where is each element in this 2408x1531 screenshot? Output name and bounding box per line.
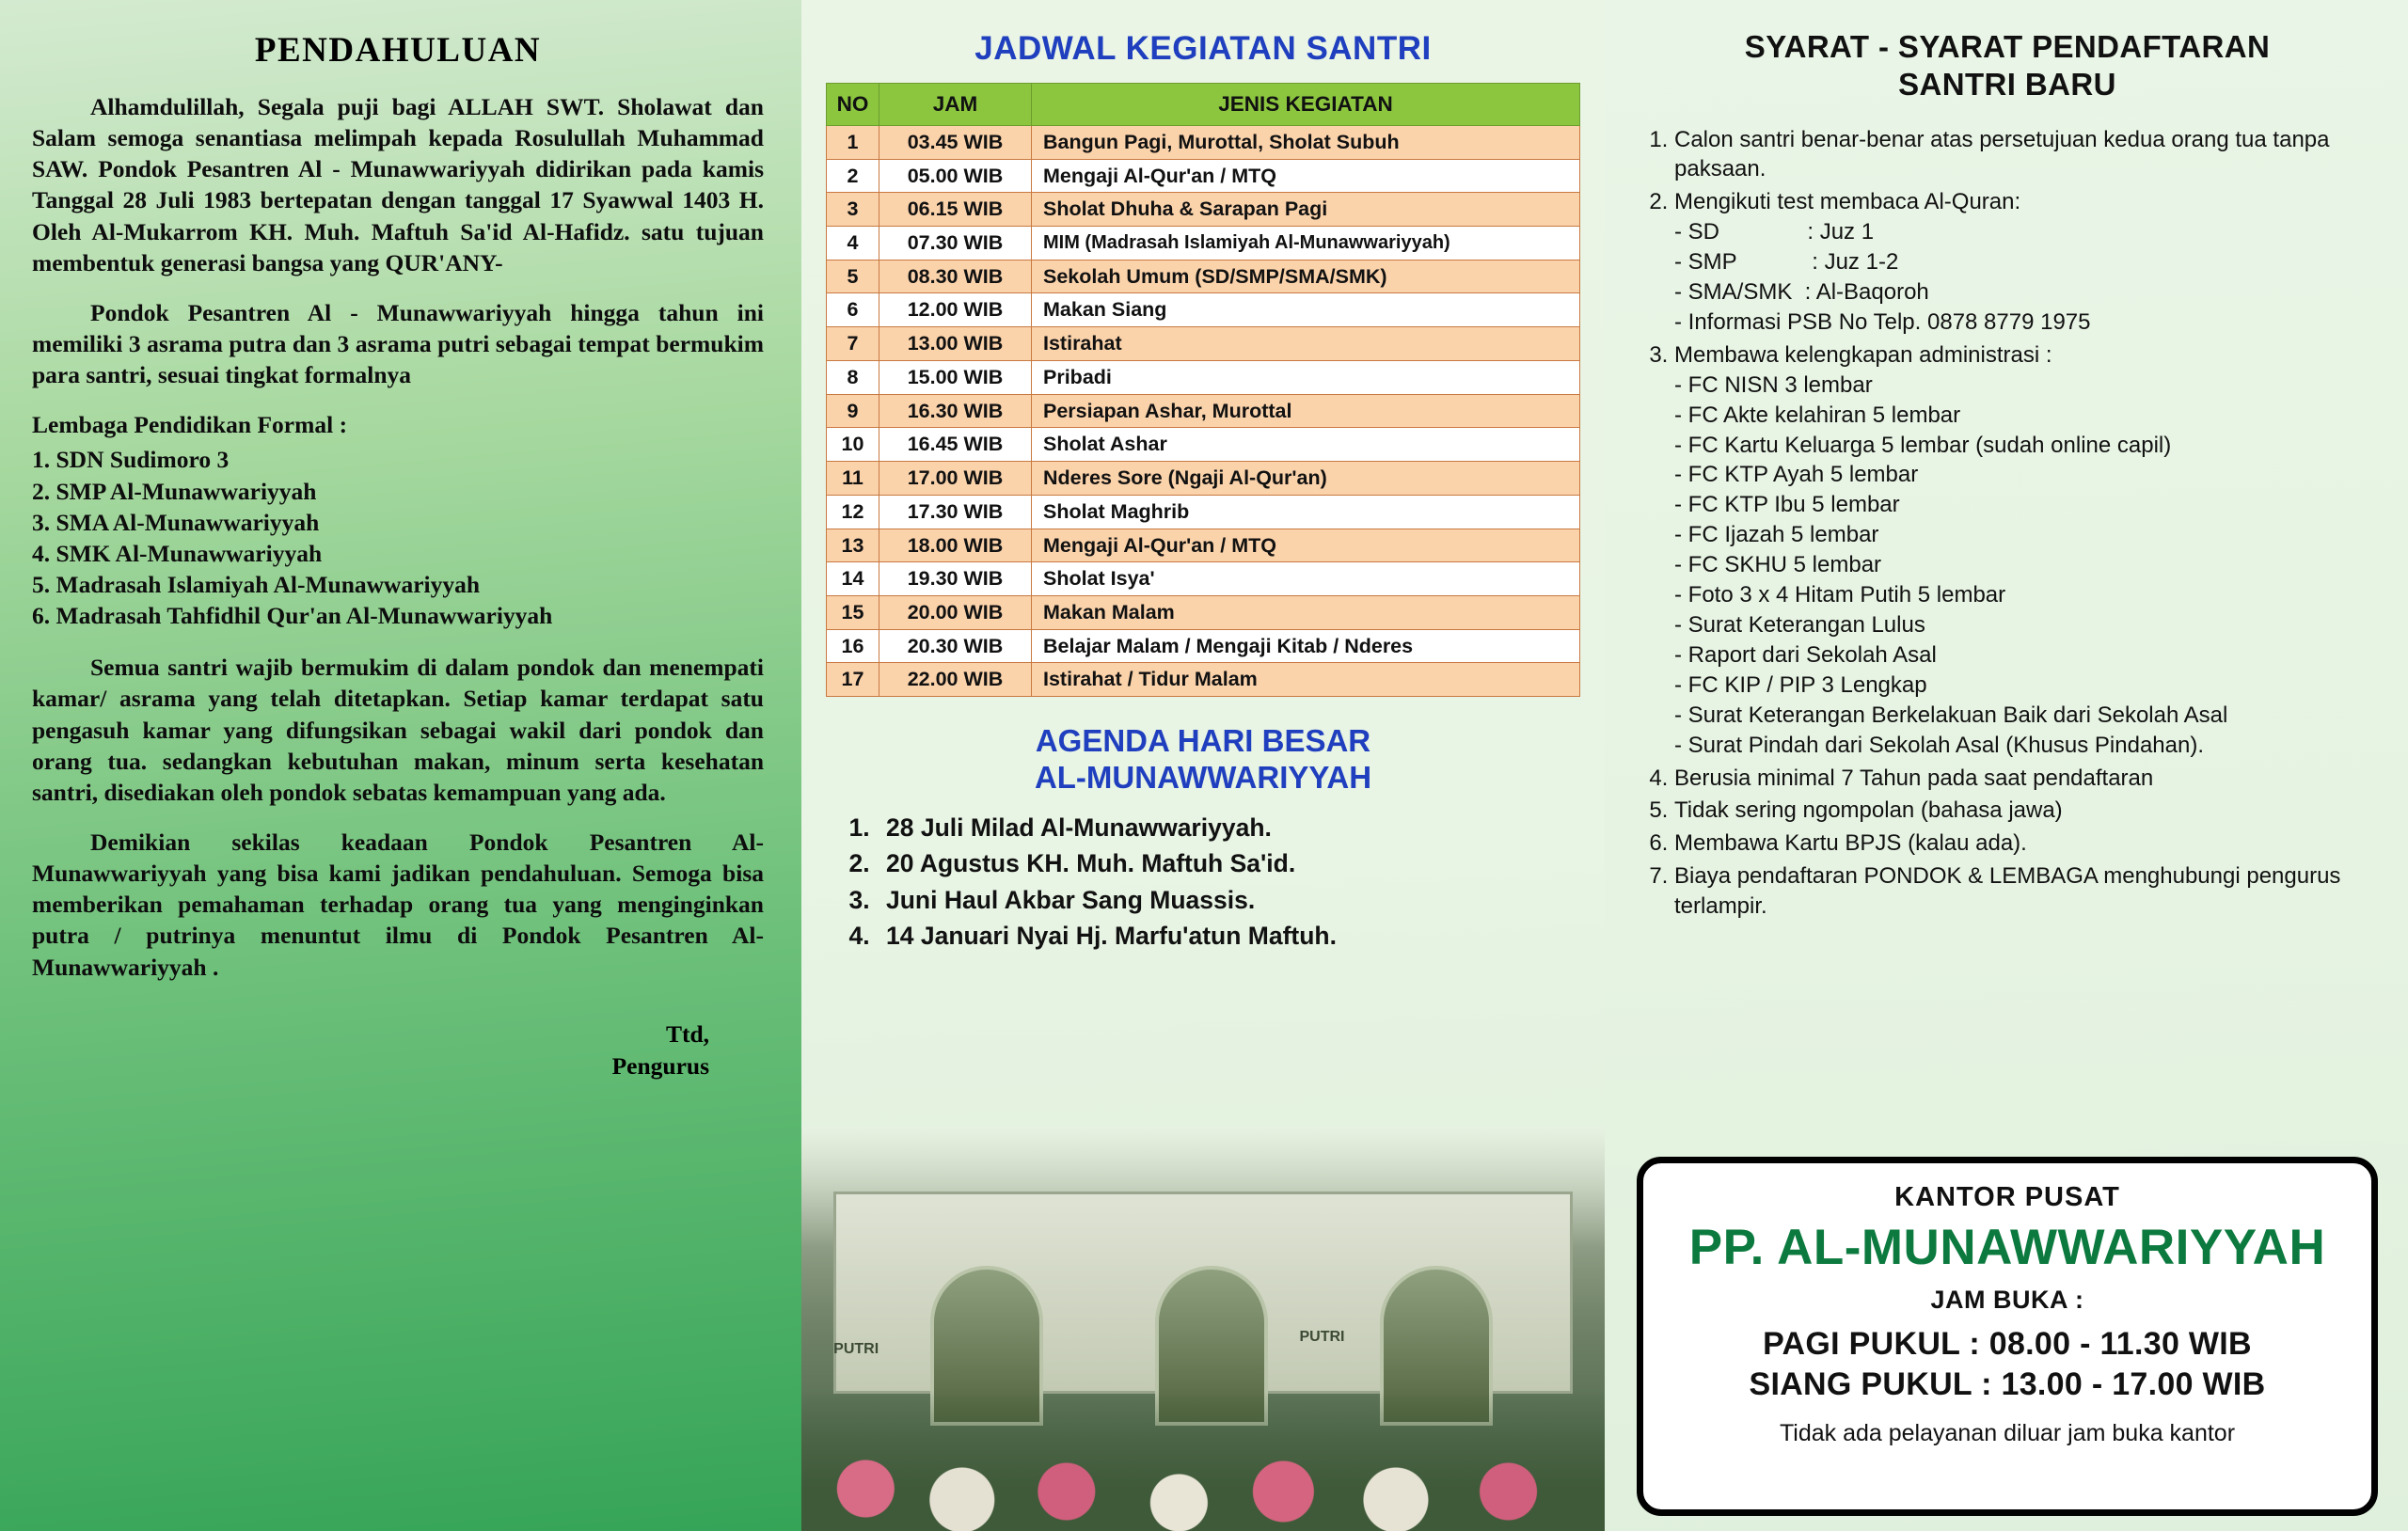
requirements-title	[1637, 28, 2378, 104]
list-item: 2. 20 Agustus KH. Muh. Maftuh Sa'id.	[877, 845, 1580, 881]
cell-no: 3	[827, 193, 879, 227]
intro-paragraph-4: Demikian sekilas keadaan Pondok Pesantren Al- Munawwariyyah yang bisa kami jadikan pendahuluan. Semoga bisa memberikan pemahaman terhadap orang tua yang menginginkan putra / putrinya menuntut ilmu di Pondok Pesantren Al-Munawwariyyah .	[32, 828, 764, 981]
cell-time: 08.30 WIB	[879, 260, 1032, 293]
requirement-text: Membawa Kartu BPJS (kalau ada).	[1674, 830, 2027, 857]
cell-activity: Istirahat / Tidur Malam	[1032, 663, 1580, 697]
cell-time: 15.00 WIB	[879, 360, 1032, 394]
cell-activity: Istirahat	[1032, 327, 1580, 361]
cell-time: 07.30 WIB	[879, 227, 1032, 260]
cell-activity: Makan Malam	[1032, 595, 1580, 629]
cell-time: 22.00 WIB	[879, 663, 1032, 697]
cell-no: 13	[827, 529, 879, 562]
agenda-title-line-1: AGENDA HARI BESAR	[1035, 723, 1371, 759]
panel-schedule	[801, 0, 1605, 1531]
cell-time: 17.30 WIB	[879, 495, 1032, 529]
cell-activity: Makan Siang	[1032, 293, 1580, 327]
sub-item: - SMA/SMK : Al-Baqoroh	[1674, 279, 1929, 306]
list-item: 3. SMA Al-Munawwariyyah	[32, 508, 320, 536]
cell-activity: Sholat Ashar	[1032, 428, 1580, 462]
table-row	[827, 663, 1580, 697]
signature-role: Pengurus	[611, 1052, 709, 1081]
photo-label-putri-right: PUTRI	[1299, 1329, 1345, 1345]
list-item	[1674, 340, 2378, 761]
list-item: 2. SMP Al-Munawwariyyah	[32, 477, 317, 505]
cell-no: 12	[827, 495, 879, 529]
cell-time: 12.00 WIB	[879, 293, 1032, 327]
sub-item: - FC NISN 3 lembar	[1674, 371, 1873, 398]
table-row	[827, 125, 1580, 159]
table-header-row	[827, 84, 1580, 126]
signature-block	[32, 1018, 764, 1083]
formal-education-heading: Lembaga Pendidikan Formal :	[32, 411, 348, 439]
sub-item: - Surat Keterangan Berkelakuan Baik dari Sekolah Asal	[1674, 702, 2228, 728]
cell-activity: Pribadi	[1032, 360, 1580, 394]
intro-paragraph-1: Alhamdulillah, Segala puji bagi ALLAH SWT. Sholawat dan Salam semoga senantiasa melimpah kepada Rosulullah Muhammad SAW. Pondok Pesantren Al - Munawwariyyah didirikan pada kamis Tanggal 28 Juli 1983 bertepatan dengan tanggal 17 Syawwal 1403 H. Oleh Al-Mukarrom KH. Muh. Maftuh Sa'id Al-Hafidz. satu tujuan membentuk generasi bangsa yang QUR'ANY-	[32, 93, 764, 276]
agenda-title-line-2: AL-MUNAWWARIYYAH	[1034, 760, 1372, 796]
table-row	[827, 327, 1580, 361]
schedule-table	[826, 83, 1580, 697]
sub-item: - FC KTP Ayah 5 lembar	[1674, 462, 1919, 488]
cell-activity: Mengaji Al-Qur'an / MTQ	[1032, 159, 1580, 193]
sub-item: - FC Kartu Keluarga 5 lembar (sudah online capil)	[1674, 432, 2172, 458]
list-item: 1. SDN Sudimoro 3	[32, 446, 230, 474]
cell-activity: Sekolah Umum (SD/SMP/SMA/SMK)	[1032, 260, 1580, 293]
table-row	[827, 360, 1580, 394]
table-row	[827, 227, 1580, 260]
pesantren-gate-photo	[801, 1127, 1605, 1531]
list-item	[1674, 187, 2378, 338]
photo-flowers	[801, 1390, 1605, 1531]
office-hours-label: JAM BUKA :	[1930, 1286, 2084, 1314]
requirement-text: Membawa kelengkapan administrasi :	[1674, 341, 2052, 368]
list-item	[1674, 125, 2378, 185]
column-header-no: NO	[827, 84, 879, 126]
list-item	[1674, 796, 2378, 826]
requirement-sublist	[1674, 371, 2378, 761]
requirement-text: Tidak sering ngompolan (bahasa jawa)	[1674, 797, 2063, 824]
agenda-list	[847, 810, 1580, 955]
cell-no: 16	[827, 629, 879, 663]
formal-education-list	[32, 444, 764, 631]
list-item	[1674, 861, 2378, 922]
cell-activity: Nderes Sore (Ngaji Al-Qur'an)	[1032, 462, 1580, 496]
table-row	[827, 462, 1580, 496]
cell-no: 17	[827, 663, 879, 697]
table-row	[827, 562, 1580, 596]
office-label: KANTOR PUSAT	[1894, 1182, 2120, 1212]
sub-item: - SD : Juz 1	[1674, 219, 1875, 245]
sub-item: - FC Ijazah 5 lembar	[1674, 522, 1879, 548]
cell-no: 6	[827, 293, 879, 327]
cell-time: 16.30 WIB	[879, 394, 1032, 428]
cell-time: 18.00 WIB	[879, 529, 1032, 562]
table-row	[827, 260, 1580, 293]
table-row	[827, 428, 1580, 462]
column-header-kegiatan: JENIS KEGIATAN	[1032, 84, 1580, 126]
cell-no: 14	[827, 562, 879, 596]
table-row	[827, 529, 1580, 562]
signature-ttd: Ttd,	[665, 1019, 709, 1048]
cell-activity: MIM (Madrasah Islamiyah Al-Munawwariyyah)	[1032, 227, 1580, 260]
list-item	[1674, 764, 2378, 794]
table-row	[827, 159, 1580, 193]
sub-item: - FC KTP Ibu 5 lembar	[1674, 492, 1900, 518]
panel-requirements	[1605, 0, 2408, 1531]
list-item: 1. 28 Juli Milad Al-Munawwariyyah.	[877, 810, 1580, 845]
page-title: PENDAHULUAN	[254, 31, 542, 70]
office-name: PP. AL-MUNAWWARIYYAH	[1688, 1220, 2326, 1275]
requirement-text: Berusia minimal 7 Tahun pada saat pendaftaran	[1674, 765, 2154, 791]
table-row	[827, 495, 1580, 529]
list-item: 6. Madrasah Tahfidhil Qur'an Al-Munawwariyyah	[32, 602, 553, 630]
table-row	[827, 193, 1580, 227]
cell-no: 11	[827, 462, 879, 496]
requirements-list	[1637, 125, 2378, 923]
cell-activity: Bangun Pagi, Murottal, Sholat Subuh	[1032, 125, 1580, 159]
sub-item: - Surat Keterangan Lulus	[1674, 612, 1925, 638]
sub-item: - Surat Pindah dari Sekolah Asal (Khusus Pindahan).	[1674, 732, 2205, 758]
cell-no: 2	[827, 159, 879, 193]
cell-no: 8	[827, 360, 879, 394]
table-row	[827, 293, 1580, 327]
list-item: 4. SMK Al-Munawwariyyah	[32, 539, 323, 567]
requirements-title-line-1: SYARAT - SYARAT PENDAFTARAN	[1744, 29, 2271, 64]
sub-item: - FC Akte kelahiran 5 lembar	[1674, 402, 1961, 428]
cell-activity: Mengaji Al-Qur'an / MTQ	[1032, 529, 1580, 562]
office-hours-afternoon: SIANG PUKUL : 13.00 - 17.00 WIB	[1749, 1366, 2266, 1402]
list-item	[1674, 829, 2378, 859]
cell-time: 20.00 WIB	[879, 595, 1032, 629]
cell-time: 13.00 WIB	[879, 327, 1032, 361]
sub-item: - Raport dari Sekolah Asal	[1674, 641, 1937, 668]
office-hours-morning: PAGI PUKUL : 08.00 - 11.30 WIB	[1763, 1326, 2252, 1362]
requirement-sublist	[1674, 217, 2378, 338]
table-row	[827, 595, 1580, 629]
sub-item: - FC SKHU 5 lembar	[1674, 552, 1882, 578]
cell-activity: Sholat Maghrib	[1032, 495, 1580, 529]
cell-no: 7	[827, 327, 879, 361]
requirement-text: Biaya pendaftaran PONDOK & LEMBAGA menghubungi pengurus terlampir.	[1674, 863, 2341, 920]
column-header-jam: JAM	[879, 84, 1032, 126]
intro-paragraph-2: Pondok Pesantren Al - Munawwariyyah hingga tahun ini memiliki 3 asrama putra dan 3 asrama putri sebagai tempat bermukim para santri, sesuai tingkat formalnya	[32, 298, 764, 389]
introduction-body	[32, 91, 764, 983]
cell-time: 05.00 WIB	[879, 159, 1032, 193]
photo-image	[801, 1127, 1605, 1531]
table-row	[827, 394, 1580, 428]
cell-no: 15	[827, 595, 879, 629]
intro-paragraph-3: Semua santri wajib bermukim di dalam pondok dan menempati kamar/ asrama yang telah ditetapkan. Setiap kamar terdapat satu pengasuh kamar yang difungsikan sebagai wakil dari pondok dan orang tua. sedangkan kebutuhan makan, minum serta kesehatan santri, disediakan oleh pondok sebatas kemampuan yang ada.	[32, 654, 764, 806]
cell-time: 03.45 WIB	[879, 125, 1032, 159]
cell-no: 5	[827, 260, 879, 293]
cell-no: 9	[827, 394, 879, 428]
cell-time: 19.30 WIB	[879, 562, 1032, 596]
cell-no: 1	[827, 125, 879, 159]
cell-time: 06.15 WIB	[879, 193, 1032, 227]
list-item: 5. Madrasah Islamiyah Al-Munawwariyyah	[32, 570, 481, 598]
cell-activity: Sholat Isya'	[1032, 562, 1580, 596]
list-item: 4. 14 Januari Nyai Hj. Marfu'atun Maftuh.	[877, 918, 1580, 954]
cell-activity: Belajar Malam / Mengaji Kitab / Nderes	[1032, 629, 1580, 663]
table-row	[827, 629, 1580, 663]
cell-no: 4	[827, 227, 879, 260]
schedule-title: JADWAL KEGIATAN SANTRI	[974, 30, 1432, 67]
cell-activity: Sholat Dhuha & Sarapan Pagi	[1032, 193, 1580, 227]
cell-time: 17.00 WIB	[879, 462, 1032, 496]
sub-item: - FC KIP / PIP 3 Lengkap	[1674, 671, 1927, 698]
cell-no: 10	[827, 428, 879, 462]
sub-item: - Informasi PSB No Telp. 0878 8779 1975	[1674, 308, 2091, 335]
requirement-text: Calon santri benar-benar atas persetujuan kedua orang tua tanpa paksaan.	[1674, 126, 2330, 182]
cell-activity: Persiapan Ashar, Murottal	[1032, 394, 1580, 428]
requirements-title-line-2: SANTRI BARU	[1898, 67, 2116, 103]
office-info-box	[1637, 1157, 2378, 1516]
photo-label-putri-left: PUTRI	[833, 1340, 879, 1357]
cell-time: 16.45 WIB	[879, 428, 1032, 462]
agenda-title	[826, 723, 1580, 797]
office-note: Tidak ada pelayanan diluar jam buka kantor	[1779, 1420, 2236, 1446]
sub-item: - SMP : Juz 1-2	[1674, 249, 1899, 276]
sub-item: - Foto 3 x 4 Hitam Putih 5 lembar	[1674, 582, 2006, 608]
panel-introduction	[0, 0, 801, 1531]
list-item: 3. Juni Haul Akbar Sang Muassis.	[877, 882, 1580, 918]
cell-time: 20.30 WIB	[879, 629, 1032, 663]
requirement-text: Mengikuti test membaca Al-Quran:	[1674, 189, 2021, 215]
